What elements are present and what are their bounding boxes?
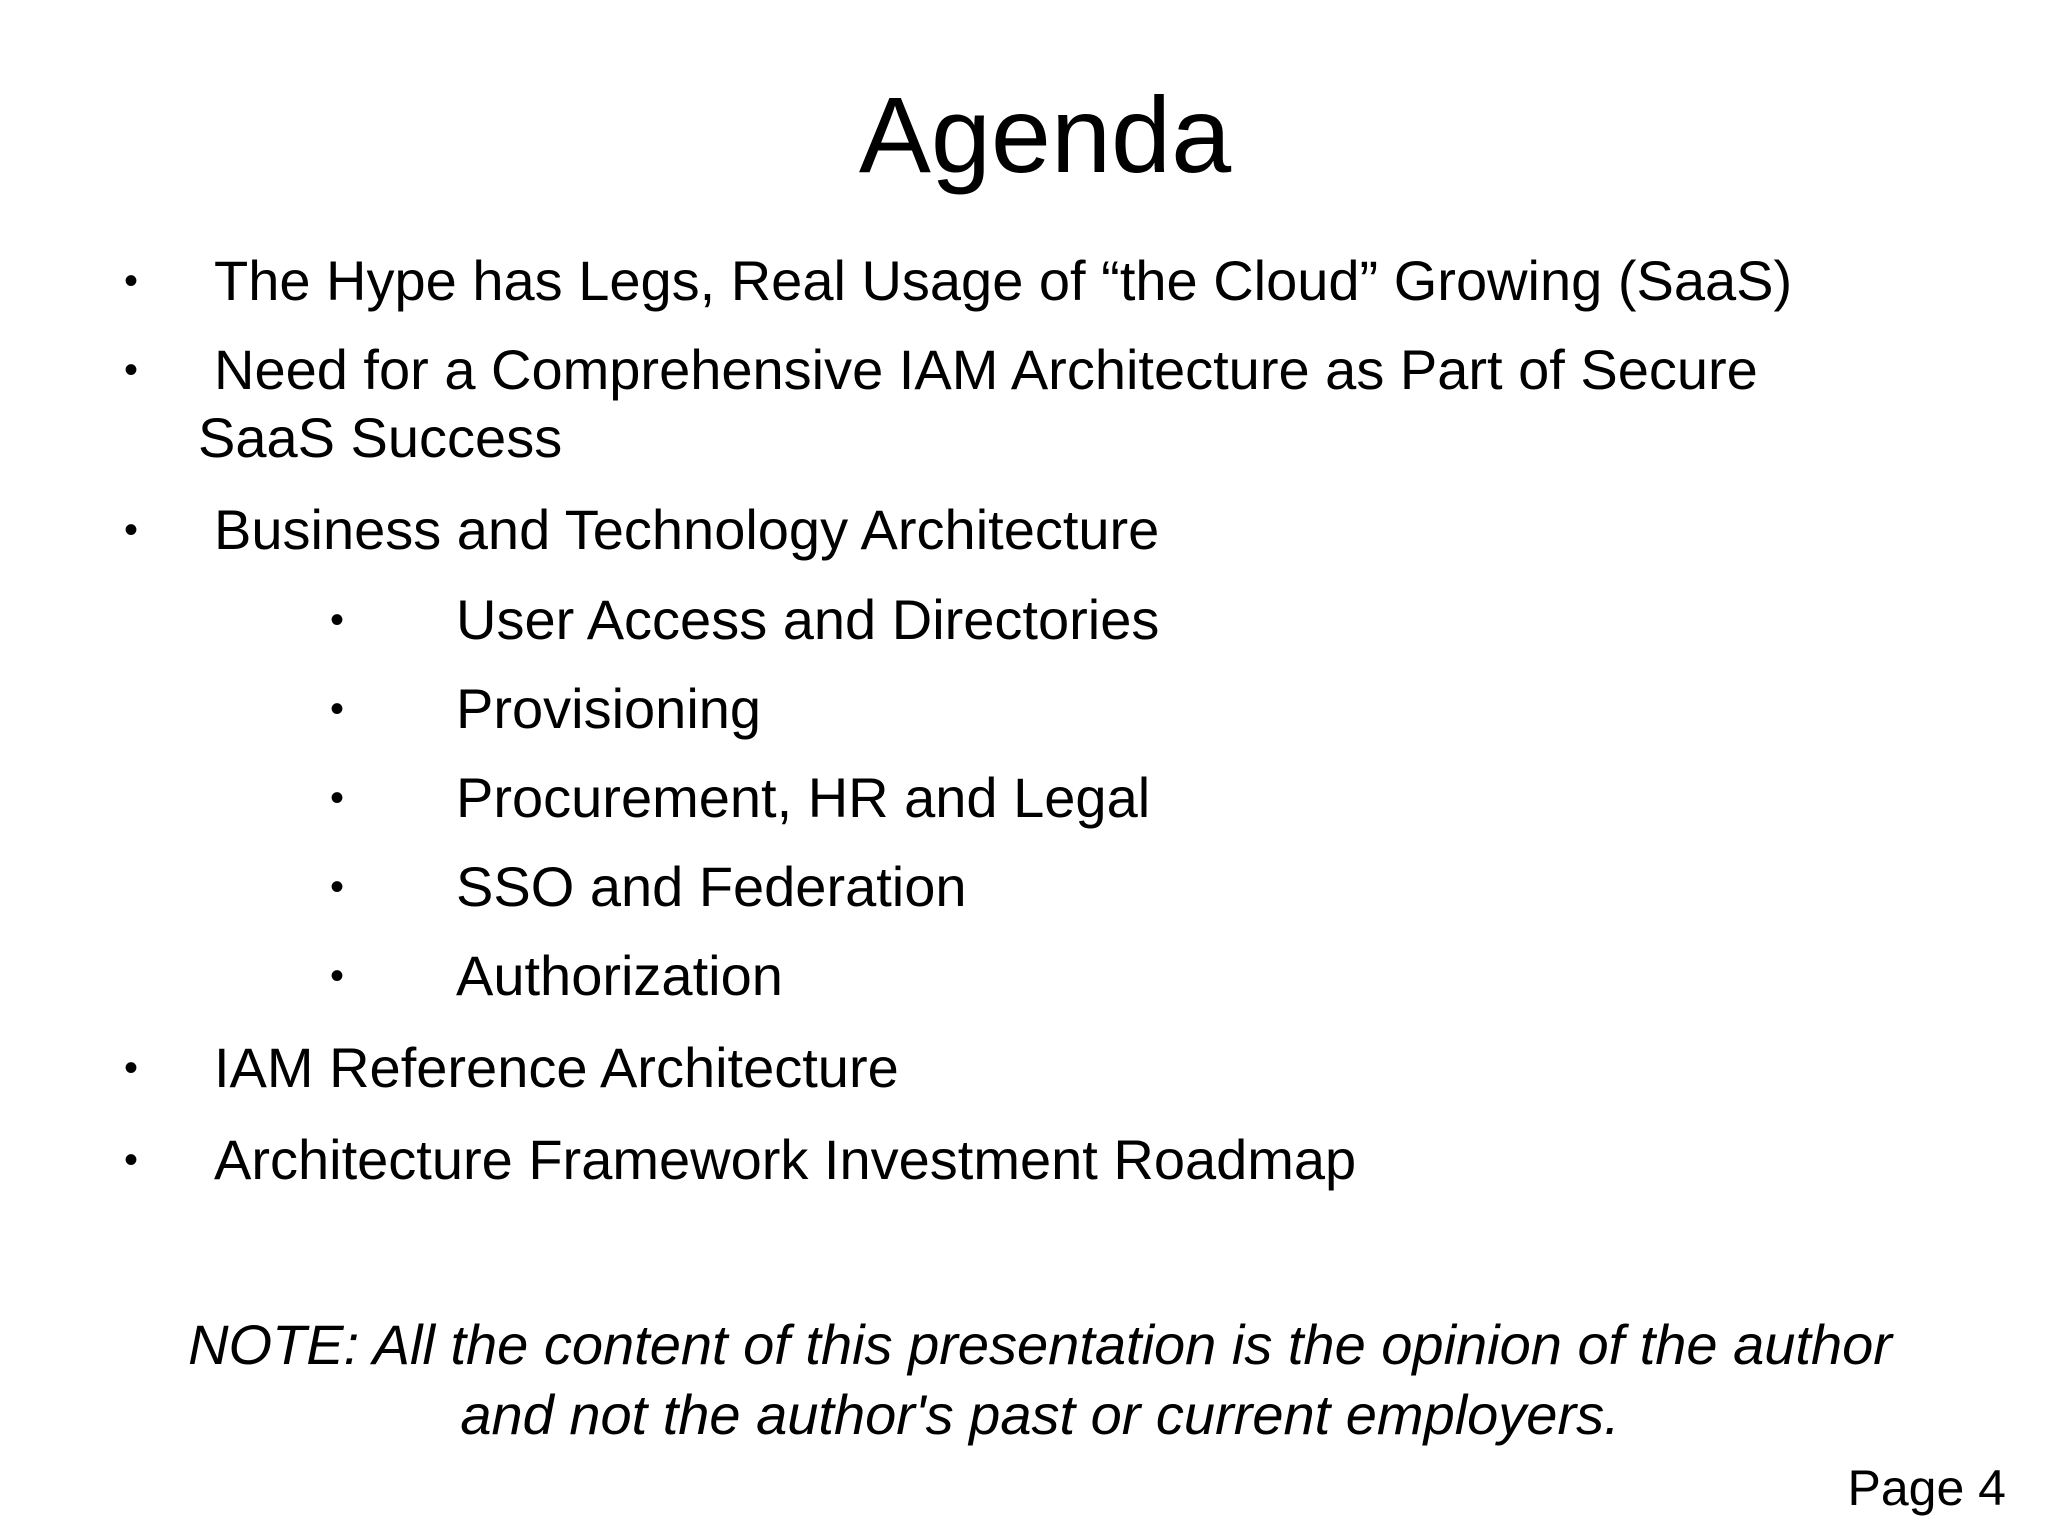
bullet-icon: • [330, 776, 345, 820]
bullet-icon: • [124, 1046, 139, 1090]
disclaimer-line-2: and not the author's past or current employers. [460, 1383, 1620, 1446]
bullet-icon: • [124, 1138, 139, 1182]
bullet-continuation: SaaS Success [198, 406, 563, 469]
bullet-text: Business and Technology Architecture [214, 498, 1160, 561]
bullet-icon: • [124, 508, 139, 552]
disclaimer-line-1: NOTE: All the content of this presentation is the opinion of the author [188, 1313, 1892, 1376]
bullet-icon: • [330, 954, 345, 998]
bullet-text: Architecture Framework Investment Roadmap [214, 1128, 1357, 1191]
bullet-text: IAM Reference Architecture [214, 1036, 899, 1099]
bullet-icon: • [124, 348, 139, 392]
slide-title: Agenda [858, 74, 1232, 195]
sub-bullet-text: User Access and Directories [456, 588, 1160, 651]
page-number: Page 4 [1847, 1460, 2006, 1516]
sub-bullet-text: Procurement, HR and Legal [456, 766, 1151, 829]
bullet-icon: • [330, 687, 345, 731]
sub-bullet-text: SSO and Federation [456, 855, 967, 918]
bullet-text: Need for a Comprehensive IAM Architecture as Part of Secure [214, 338, 1758, 401]
bullet-icon: • [124, 259, 139, 303]
bullet-text: The Hype has Legs, Real Usage of “the Cloud” Growing (SaaS) [214, 249, 1793, 312]
bullet-icon: • [330, 598, 345, 642]
sub-bullet-text: Provisioning [456, 677, 762, 740]
bullet-icon: • [330, 865, 345, 909]
disclaimer-note [0, 1310, 2048, 1450]
sub-bullet-text: Authorization [456, 944, 783, 1007]
